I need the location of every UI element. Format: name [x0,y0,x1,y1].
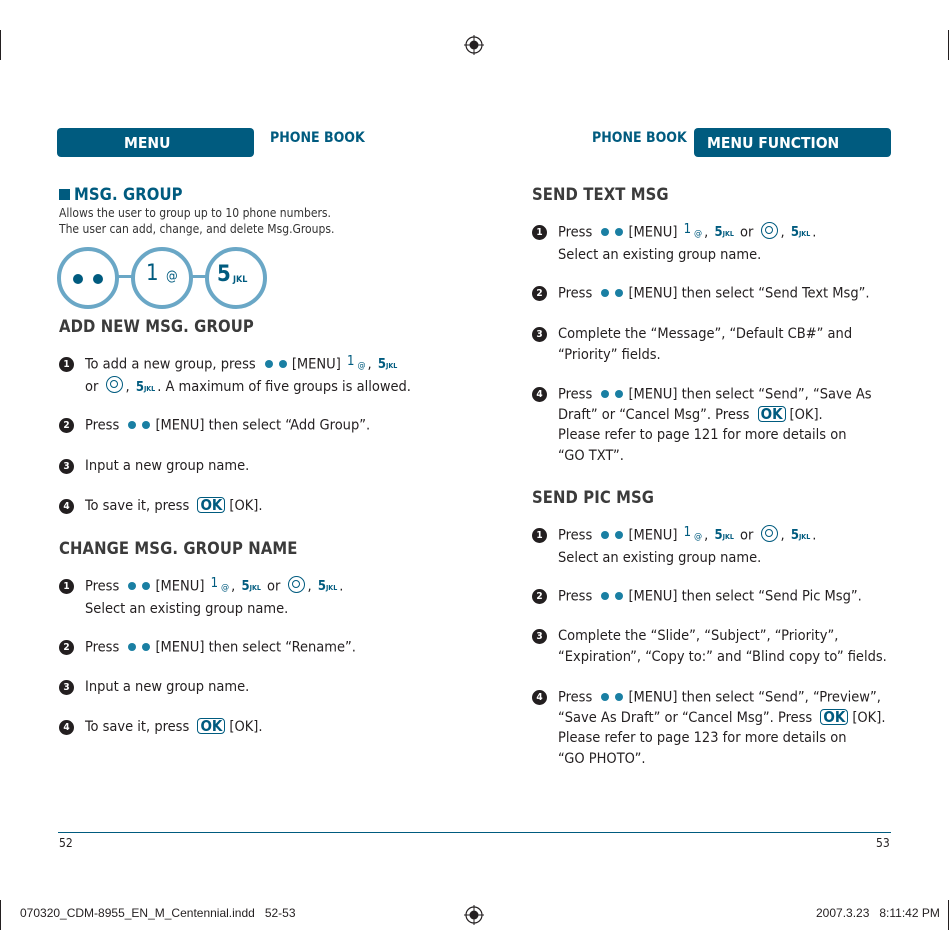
step-number-4-icon: 4 [59,720,74,735]
step-number-2-icon: 2 [532,286,547,301]
step-number-4-icon: 4 [532,690,547,705]
step-number-2-icon: 2 [532,589,547,604]
ok-key-icon: OK [197,497,225,513]
crop-mark [0,900,1,930]
change-step-3: 3 Input a new group name. [85,677,249,698]
step-number-2-icon: 2 [59,418,74,433]
ok-key-icon: OK [820,709,848,725]
step-number-3-icon: 3 [532,629,547,644]
key-1-icon: 1 $_@$ [210,576,230,594]
key-1-icon: 1 $_@$ [683,525,703,543]
key-5-icon: 5JKL [714,225,734,241]
menu-dots-icon [598,384,626,405]
text-step-4: 4 Press [MENU] then select “Send”, “Save As Draft” or “Cancel Msg”. Press OK [OK]. Please refer to page 121 for more details on “GO TXT”. [558,384,872,466]
menu-dots-icon [125,637,153,658]
menu-dots-icon [598,283,626,304]
step-number-1-icon: 1 [532,225,547,240]
key-5-icon: 5JKL [241,579,261,595]
right-section-tab: PHONE BOOK [592,130,687,146]
print-slug-timestamp: 2007.3.23 8:11:42 PM [816,906,940,920]
menu-dots-icon [125,576,153,597]
key-5-jkl-icon: 5 JKL [205,247,267,309]
pic-step-1: 1 Press [MENU] 1 $_@$ , 5JKL or , 5JKL . Select an existing group name. [558,525,816,568]
menu-dots-icon [125,415,153,436]
key-5-icon: 5JKL [135,379,156,395]
change-step-2: 2 Press [MENU] then select “Rename”. [85,637,356,658]
add-step-3: 3 Input a new group name. [85,456,249,477]
add-step-4: 4 To save it, press OK [OK]. [85,496,263,517]
msg-group-description: Allows the user to group up to 10 phone numbers. The user can add, change, and delete Msg.Groups. [59,206,335,236]
ok-key-icon: OK [758,406,786,422]
msg-group-title: MSG. GROUP [59,185,183,204]
step-number-4-icon: 4 [59,499,74,514]
step-number-4-icon: 4 [532,387,547,402]
crop-mark [0,30,1,60]
print-slug-filename: 070320_CDM-8955_EN_M_Centennial.indd 52-53 [20,906,296,920]
right-page-number: 53 [876,836,890,850]
change-step-4: 4 To save it, press OK [OK]. [85,717,263,738]
text-step-1: 1 Press [MENU] 1 $_@$ , 5JKL or , 5JKL . Select an existing group name. [558,222,816,265]
menu-dots-icon [598,586,626,607]
key-5-icon: 5JKL [317,579,338,595]
send-pic-title: SEND PIC MSG [532,488,655,507]
add-step-1: 1 To add a new group, press [MENU] 1 $_@$ , 5JKL or , 5JKL . A maximum of five groups is allowed. [85,354,411,399]
step-number-1-icon: 1 [59,357,74,372]
menu-key-icon [57,247,119,309]
step-number-1-icon: 1 [59,579,74,594]
step-number-3-icon: 3 [59,459,74,474]
nav-key-icon [106,376,123,393]
pic-step-3: 3 Complete the “Slide”, “Subject”, “Priority”, “Expiration”, “Copy to:” and “Blind copy to” fields. [558,626,887,667]
key-5-icon: 5JKL [714,528,734,544]
menu-dots-icon [598,525,626,546]
step-number-2-icon: 2 [59,640,74,655]
nav-key-icon [288,576,305,593]
change-step-1: 1 Press [MENU] 1 $_@$ , 5JKL or , 5JKL . Select an existing group name. [85,576,343,619]
key-1-icon: 1 $_@$ [346,354,366,372]
add-step-2: 2 Press [MENU] then select “Add Group”. [85,415,370,436]
right-header-title: MENU FUNCTION [707,134,840,152]
left-page-number: 52 [59,836,73,850]
step-number-3-icon: 3 [532,327,547,342]
footer-rule [58,832,891,833]
step-number-1-icon: 1 [532,528,547,543]
menu-dots-icon [598,687,626,708]
key-5-icon: 5JKL [377,357,398,373]
text-step-2: 2 Press [MENU] then select “Send Text Msg”. [558,283,870,304]
step-number-3-icon: 3 [59,680,74,695]
ok-key-icon: OK [197,718,225,734]
menu-dots-icon [262,354,290,375]
left-header-title: MENU FUNCTION [124,134,205,182]
pic-step-4: 4 Press [MENU] then select “Send”, “Preview”, “Save As Draft” or “Cancel Msg”. Press OK [OK]. Please refer to page 123 for more details on “GO PHOTO”. [558,687,885,769]
square-bullet-icon [59,189,70,200]
nav-key-icon [761,222,778,239]
key-1-icon: 1 $_@$ [683,222,703,240]
registration-mark-icon [464,905,484,925]
crop-mark [948,900,949,930]
crop-mark [948,30,949,60]
left-section-tab: PHONE BOOK [270,130,365,146]
add-group-title: ADD NEW MSG. GROUP [59,317,254,336]
key-5-icon: 5JKL [790,528,811,544]
menu-dots-icon [598,222,626,243]
registration-mark-icon [464,35,484,55]
key-5-icon: 5JKL [790,225,811,241]
change-group-title: CHANGE MSG. GROUP NAME [59,539,298,558]
send-text-title: SEND TEXT MSG [532,185,669,204]
right-header-bar [694,128,891,157]
nav-key-icon [761,525,778,542]
pic-step-2: 2 Press [MENU] then select “Send Pic Msg”. [558,586,862,607]
left-header-bar [57,128,254,182]
key-1-voicemail-icon: 1 @ [131,247,193,309]
text-step-3: 3 Complete the “Message”, “Default CB#” and “Priority” fields. [558,324,852,365]
